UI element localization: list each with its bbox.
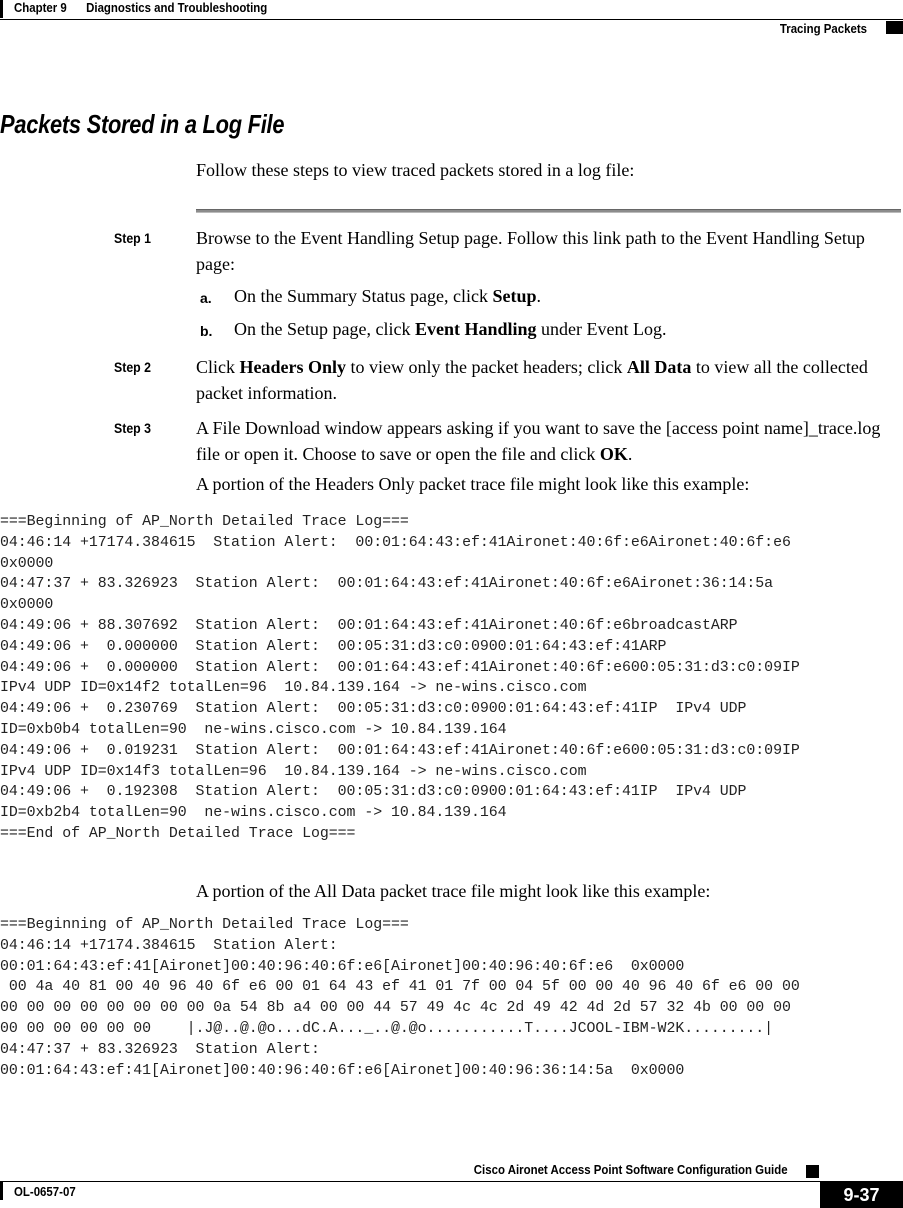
log-line: 04:46:14 +17174.384615 Station Alert: 00:01:64:43:ef:41Aironet:40:6f:e6Aironet:40:6f:e6 xyxy=(0,534,791,551)
footer-rule xyxy=(0,1181,903,1182)
footer-doc-number: OL-0657-07 xyxy=(14,1184,76,1199)
substep-b-post: under Event Log. xyxy=(536,319,667,339)
log-line: 0x0000 xyxy=(0,597,54,614)
intro-text: Follow these steps to view traced packets stored in a log file: xyxy=(196,160,635,180)
headers-only-intro: A portion of the Headers Only packet trace file might look like this example: xyxy=(196,474,750,494)
log-line: IPv4 UDP ID=0x14f2 totalLen=96 10.84.139.164 -> ne-wins.cisco.com xyxy=(0,680,587,697)
step-3-pre: A File Download window appears asking if you want to save the [access point name]_trace.log file or open it. Choose to save or open the file and click xyxy=(196,418,881,464)
log-line: 00:01:64:43:ef:41[Aironet]00:40:96:40:6f:e6[Aironet]00:40:96:36:14:5a 0x0000 xyxy=(0,1062,685,1079)
all-data-intro: A portion of the All Data packet trace file might look like this example: xyxy=(196,881,711,901)
log-line: ===End of AP_North Detailed Trace Log=== xyxy=(0,825,356,842)
log-line: 04:49:06 + 0.192308 Station Alert: 00:05:31:d3:c0:0900:01:64:43:ef:41IP IPv4 UDP xyxy=(0,784,747,801)
footer-bar-mark xyxy=(0,1182,3,1200)
substep-b-label: b. xyxy=(200,323,213,339)
step-1-text: Browse to the Event Handling Setup page. Follow this link path to the Event Handling Setup page: xyxy=(196,228,865,274)
chapter-number: Chapter 9 xyxy=(14,0,67,15)
log-line: 0x0000 xyxy=(0,555,54,572)
header-bar-mark xyxy=(0,0,3,18)
substep-a-post: . xyxy=(536,286,541,306)
header-rule xyxy=(0,19,903,20)
log-line: 04:47:37 + 83.326923 Station Alert: 00:01:64:43:ef:41Aironet:40:6f:e6Aironet:36:14:5a xyxy=(0,576,774,593)
log-line: 04:49:06 + 0.000000 Station Alert: 00:05:31:d3:c0:0900:01:64:43:ef:41ARP xyxy=(0,638,667,655)
log-line: 00 00 00 00 00 00 |.J@..@.@o...dC.A..._..@.@o...........T....JCOOL-IBM-W2K.........| xyxy=(0,1020,774,1037)
log-line: ID=0xb2b4 totalLen=90 ne-wins.cisco.com -> 10.84.139.164 xyxy=(0,805,507,822)
step-2-post: to view all the collected packet information. xyxy=(196,357,868,403)
substep-a-pre: On the Summary Status page, click xyxy=(234,286,493,306)
section-title: Packets Stored in a Log File xyxy=(0,109,285,139)
page-number: 9-37 xyxy=(820,1182,903,1208)
log-line: 04:49:06 + 0.019231 Station Alert: 00:01:64:43:ef:41Aironet:40:6f:e600:05:31:d3:c0:09IP xyxy=(0,742,800,759)
header-square-mark xyxy=(886,21,903,34)
log-line: 00:01:64:43:ef:41[Aironet]00:40:96:40:6f:e6[Aironet]00:40:96:40:6f:e6 0x0000 xyxy=(0,958,685,975)
log-line: 04:47:37 + 83.326923 Station Alert: xyxy=(0,1041,320,1058)
all-data-log xyxy=(0,915,903,1081)
step-2-mid: to view only the packet headers; click xyxy=(346,357,627,377)
step-3-post: . xyxy=(627,444,633,464)
substep-a-text xyxy=(234,286,541,307)
step-2-text xyxy=(196,354,901,406)
chapter-title: Diagnostics and Troubleshooting xyxy=(86,0,268,15)
step-2-pre: Click xyxy=(196,357,240,377)
substep-b-pre: On the Setup page, click xyxy=(234,319,415,339)
log-line: ID=0xb0b4 totalLen=90 ne-wins.cisco.com -> 10.84.139.164 xyxy=(0,721,507,738)
footer-square-mark xyxy=(806,1165,819,1178)
footer-guide-title: Cisco Aironet Access Point Software Configuration Guide xyxy=(474,1162,788,1177)
step-3-label: Step 3 xyxy=(114,420,151,436)
log-line: 04:49:06 + 88.307692 Station Alert: 00:01:64:43:ef:41Aironet:40:6f:e6broadcastARP xyxy=(0,617,738,634)
event-handling-term: Event Handling xyxy=(414,319,537,339)
step-3-text xyxy=(196,415,901,467)
substep-b-text xyxy=(234,319,666,340)
log-line: 00 4a 40 81 00 40 96 40 6f e6 00 01 64 43 ef 41 01 7f 00 04 5f 00 00 40 96 40 6f e6 00 00 xyxy=(0,979,800,996)
header-section-title: Tracing Packets xyxy=(779,21,867,36)
log-line: 04:49:06 + 0.000000 Station Alert: 00:01:64:43:ef:41Aironet:40:6f:e600:05:31:d3:c0:09IP xyxy=(0,659,800,676)
substep-a-label: a. xyxy=(200,290,212,306)
headers-only-term: Headers Only xyxy=(239,357,346,377)
step-2-label: Step 2 xyxy=(114,359,151,375)
ok-term: OK xyxy=(599,444,628,464)
log-line: ===Beginning of AP_North Detailed Trace Log=== xyxy=(0,514,409,530)
step-1-label: Step 1 xyxy=(114,230,151,246)
header-chapter xyxy=(14,0,267,15)
log-line: 00 00 00 00 00 00 00 00 0a 54 8b a4 00 00 44 57 49 4c 4c 2d 49 42 4d 2d 57 32 4b 00 00 00 xyxy=(0,1000,791,1017)
headers-only-log xyxy=(0,512,903,845)
steps-divider xyxy=(196,209,901,213)
all-data-term: All Data xyxy=(626,357,692,377)
log-line: ===Beginning of AP_North Detailed Trace Log=== xyxy=(0,917,409,933)
log-line: 04:49:06 + 0.230769 Station Alert: 00:05:31:d3:c0:0900:01:64:43:ef:41IP IPv4 UDP xyxy=(0,701,747,718)
log-line: IPv4 UDP ID=0x14f3 totalLen=96 10.84.139.164 -> ne-wins.cisco.com xyxy=(0,763,587,780)
log-line: 04:46:14 +17174.384615 Station Alert: xyxy=(0,937,338,954)
setup-term: Setup xyxy=(492,286,537,306)
